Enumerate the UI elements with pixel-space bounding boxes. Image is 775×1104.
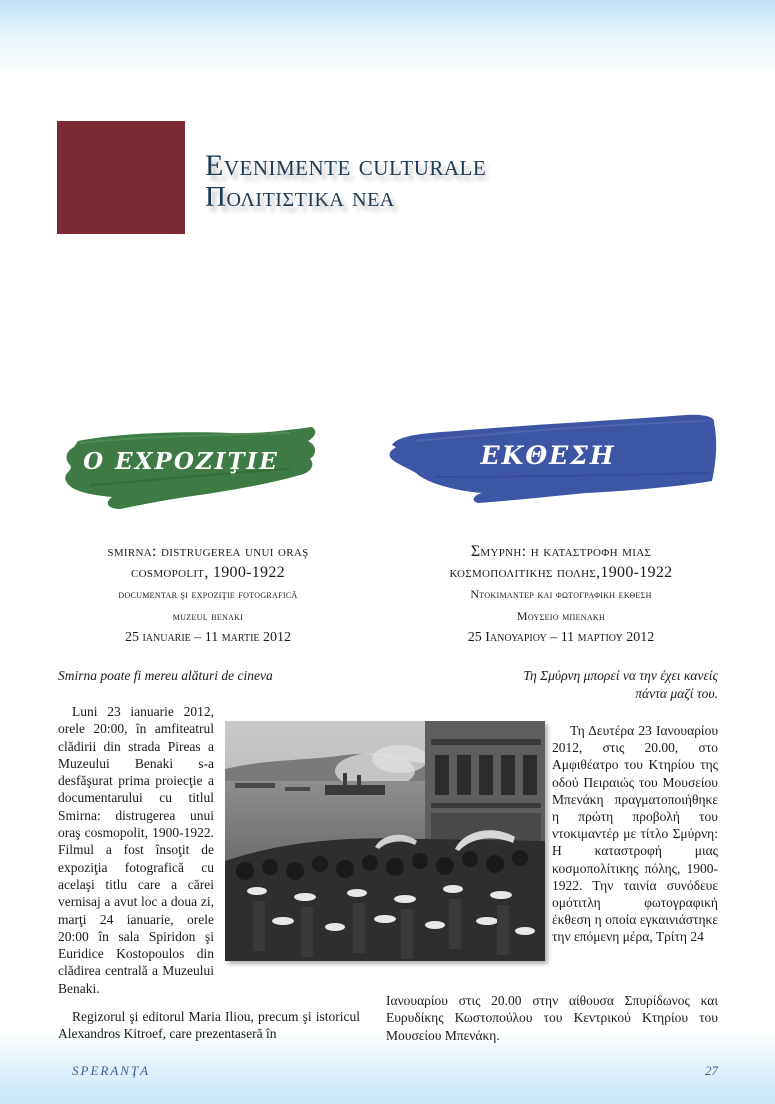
right-dates: 25 Ιανουαριου – 11 μαρτιου 2012: [467, 630, 655, 645]
left-dates: 25 ianuarie – 11 martie 2012: [124, 630, 292, 645]
right-article-header: [400, 541, 722, 649]
left-body-continued: Regizorul şi editorul Maria Iliou, precum şi istoricul Alexandros Kitroef, care prezentaseră în: [58, 1009, 360, 1042]
photo-illustration: [225, 721, 545, 961]
magazine-name: SPERANŢA: [72, 1063, 151, 1078]
left-article-header: [58, 541, 358, 649]
banner-ekthesi-label: ΕΚΘΕΣΗ: [480, 441, 616, 470]
left-body-text: Luni 23 ianuarie 2012, orele 20:00, în amfiteatrul clădirii din strada Pireas a Muzeului Benaki s-a desfăşurat prima proiecţie a documentarului cu titlul Smirna: distrugerea unui oraş cosmopolit, 1900-1922. Filmul a fost însoţit de expoziţia fotografică cu acelaşi titlu care a cărei vernisaj a avut loc a doua zi, marţi 24 ianuarie, orele 20:00 în sala Spiridon şi Euridice Kostopoulos din clădirea centrală a Muzeului Benaki.: [58, 704, 214, 996]
left-subtitle: documentar şi expoziţie fotografică: [118, 587, 298, 601]
right-body-continued: Ιανουαρίου στις 20.00 στην αίθουσα Σπυρίδωνος και Ευρυδίκης Κωστοπούλου του Κεντρικού Κτηρίου του Μουσείου Μπενάκη.: [386, 993, 718, 1043]
right-title-line2: κοσμοπολιτικησ πολησ,1900-1922: [449, 564, 673, 581]
left-venue: muzeul benaki: [172, 609, 244, 623]
right-body-text: Τη Δευτέρα 23 Ιανουαρίου 2012, στις 20.00, στο Αμφιθέατρο του Κτηρίου της οδού Πειραιώς του Μουσείου Μπενάκη πραγματοποιήθηκε η πρώτη προβολή του ντοκιμαντέρ με τίτλο Σμύρνη: Η καταστροφή μιας κοσμοπολίτικης πόλης, 1900-1922. Την ταινία συνόδευε ομότιτλη φωτογραφική έκθεση η οποία εγκαινιάστηκε την επόμενη μέρα, Τρίτη 24: [552, 723, 718, 945]
right-intro-line2: πάντα μαζί του.: [635, 686, 718, 701]
banner-expozitie-label: O EXPOZIŢIE: [83, 448, 279, 475]
decorative-maroon-square: [57, 121, 185, 234]
right-venue: Μουσειο μπενακη: [516, 609, 606, 623]
right-title-line1: Σμυρνη: η καταστροφη μιασ: [470, 543, 652, 560]
page-number: 27: [705, 1063, 718, 1078]
banner-expozitie: [60, 423, 322, 513]
right-subtitle: Ντοκιμαντερ και φωτογραφικη εκθεση: [470, 587, 652, 601]
right-intro-quote: [420, 667, 718, 703]
right-intro-line1: Τη Σμύρνη μπορεί να την έχει κανείς: [523, 668, 718, 683]
left-title-line2: cosmopolit, 1900-1922: [131, 564, 285, 581]
section-heading: [205, 150, 486, 212]
heading-romanian: Evenimente culturale: [205, 149, 487, 182]
left-title-line1: smirna: distrugerea unui oraş: [107, 543, 309, 560]
banner-ekthesi: [386, 411, 718, 506]
smyrna-harbor-photo: [225, 721, 545, 961]
heading-greek: Πολιτιστικα νεα: [205, 181, 395, 213]
left-intro-quote: Smirna poate fi mereu alături de cineva: [58, 668, 273, 683]
